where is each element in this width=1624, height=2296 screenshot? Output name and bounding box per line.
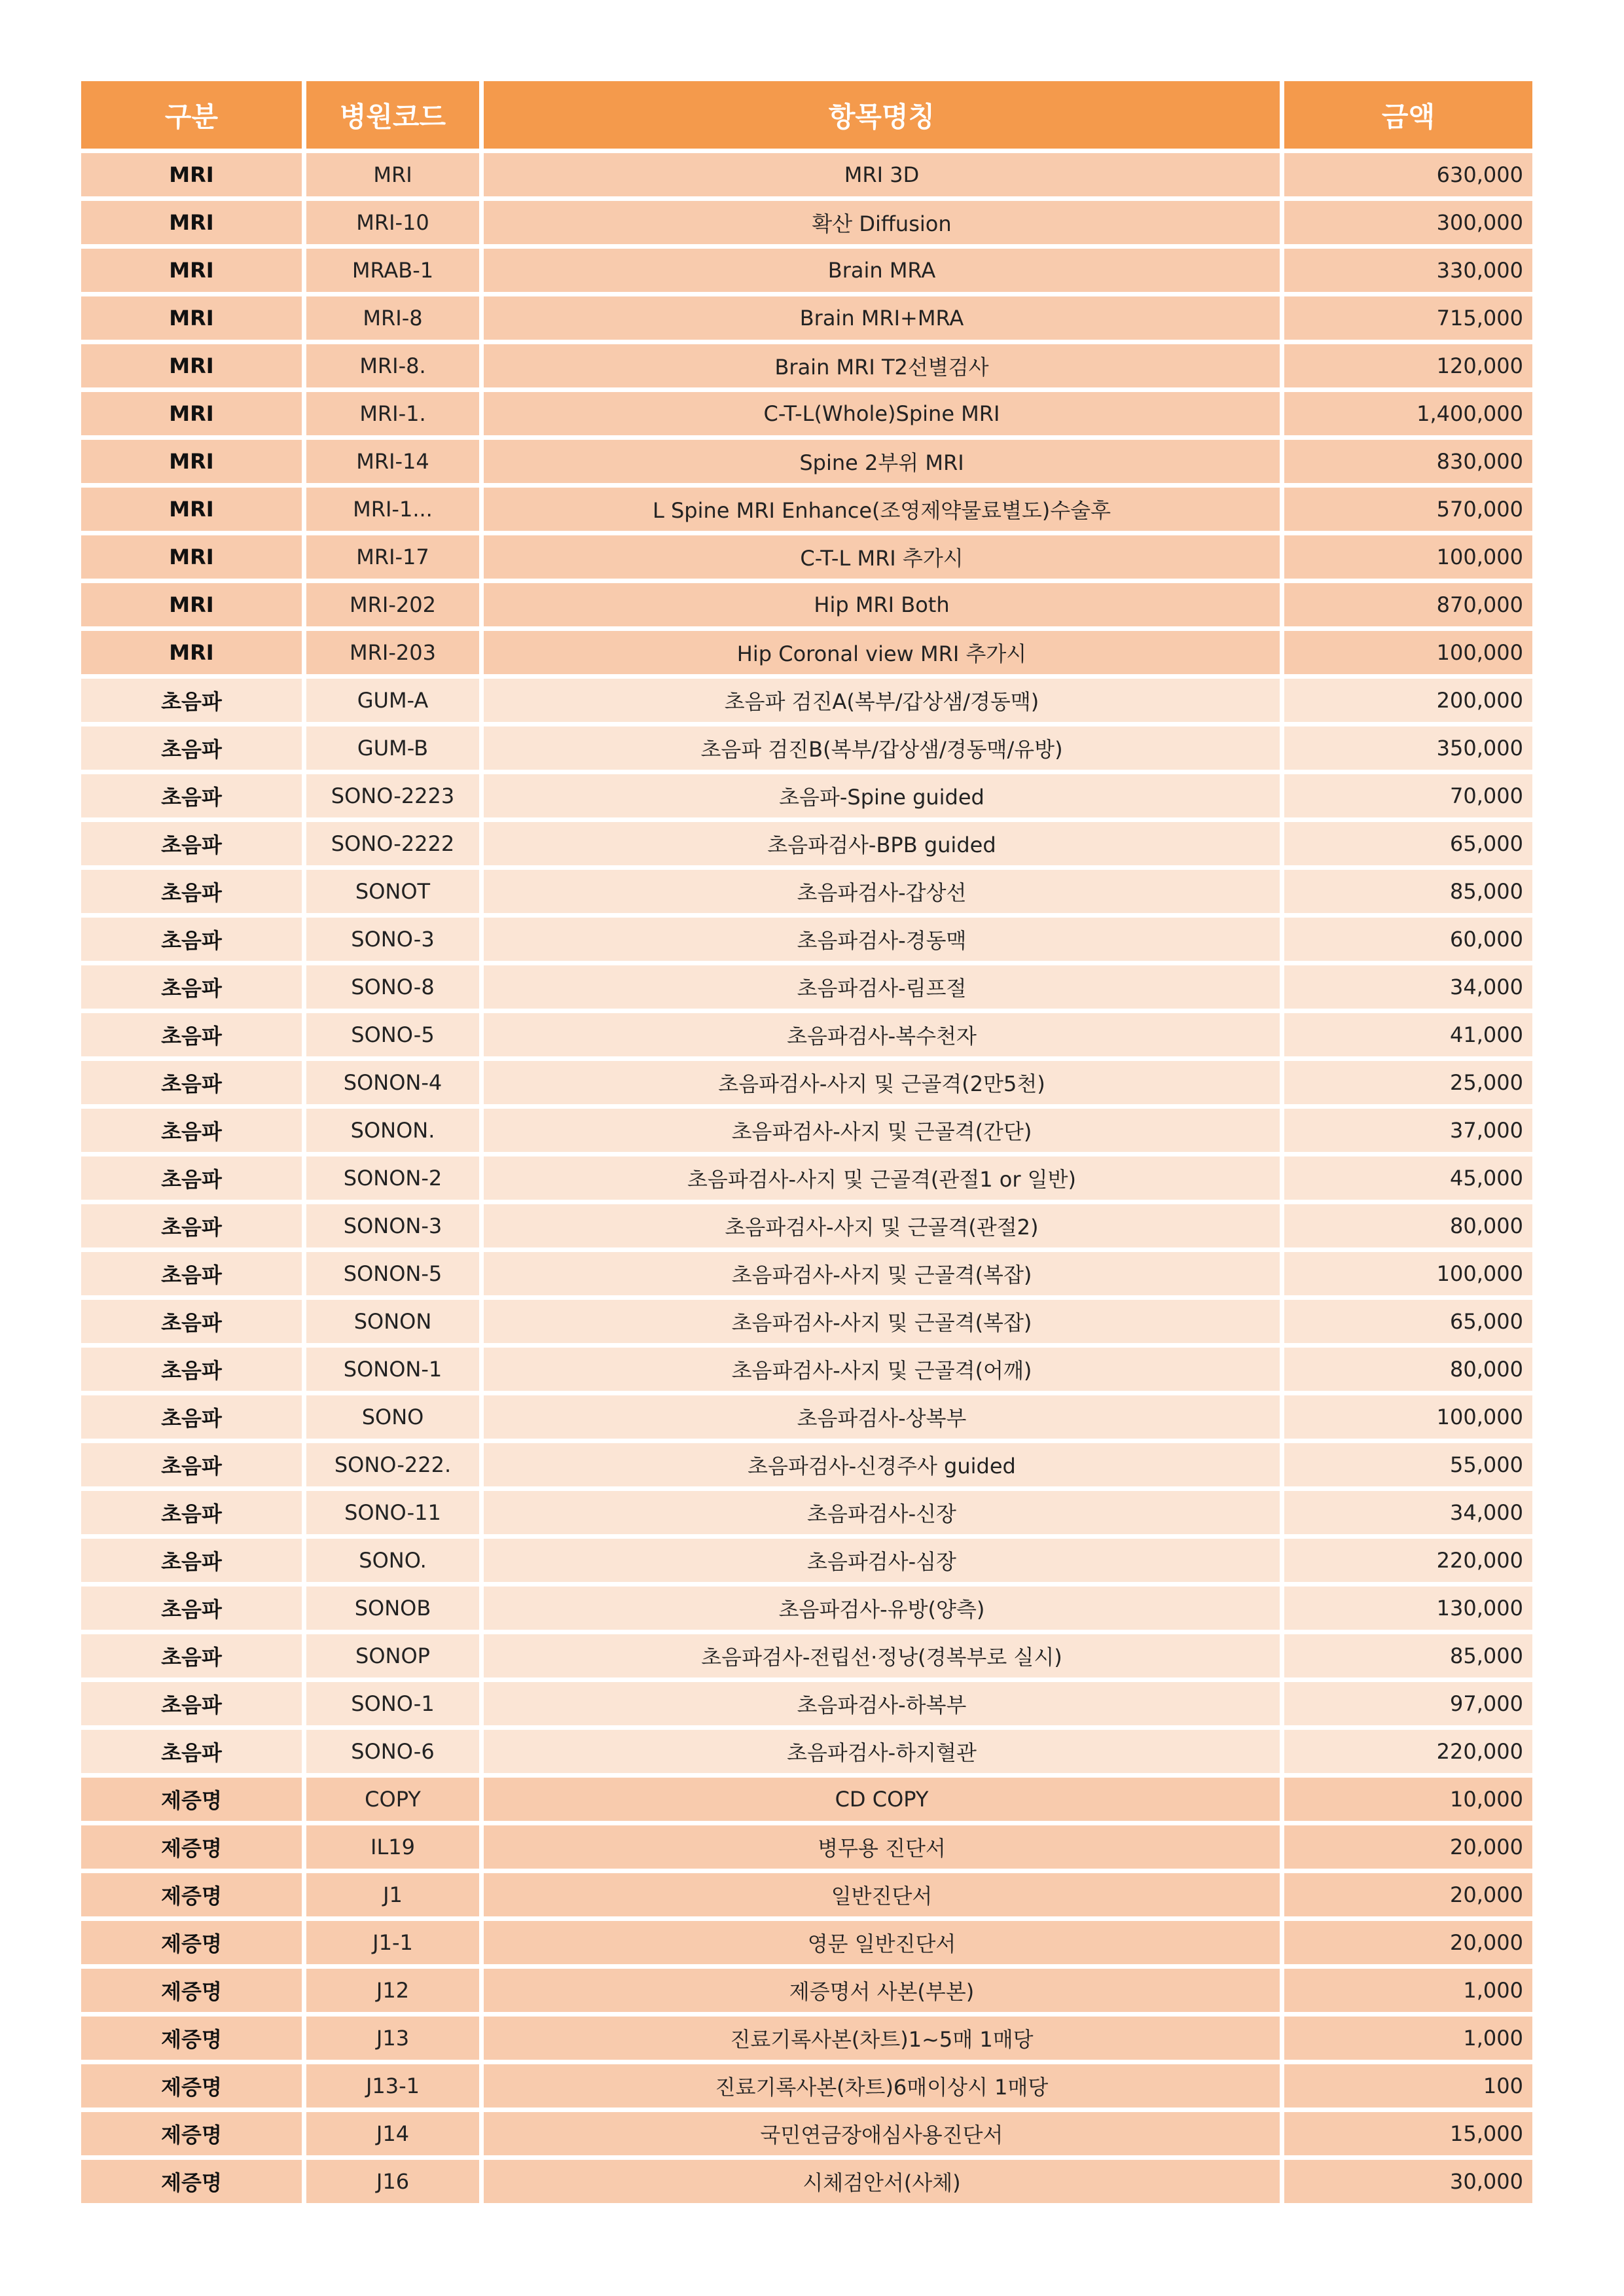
row-hospital-code: IL19 <box>306 1825 479 1869</box>
row-item-name: Brain MRI+MRA <box>484 296 1280 340</box>
row-category: 초음파 <box>81 1491 302 1534</box>
row-amount: 1,000 <box>1284 2017 1532 2060</box>
row-hospital-code: J1-1 <box>306 1921 479 1964</box>
row-hospital-code: MRAB-1 <box>306 249 479 292</box>
row-amount: 41,000 <box>1284 1013 1532 1056</box>
row-amount: 100,000 <box>1284 631 1532 674</box>
row-item-name: 초음파검사-사지 및 근골격(2만5천) <box>484 1061 1280 1104</box>
table-row <box>81 201 1532 244</box>
row-amount: 65,000 <box>1284 1300 1532 1343</box>
row-amount: 80,000 <box>1284 1204 1532 1247</box>
row-category: 초음파 <box>81 1682 302 1725</box>
row-amount: 120,000 <box>1284 344 1532 387</box>
row-category: 초음파 <box>81 1634 302 1677</box>
row-category: 초음파 <box>81 1013 302 1056</box>
row-amount: 85,000 <box>1284 1634 1532 1677</box>
row-hospital-code: J16 <box>306 2160 479 2203</box>
row-item-name: 초음파검사-신장 <box>484 1491 1280 1534</box>
row-hospital-code: J14 <box>306 2112 479 2155</box>
row-category: 초음파 <box>81 1061 302 1104</box>
row-category: 제증명 <box>81 2160 302 2203</box>
row-item-name: 초음파검사-하지혈관 <box>484 1730 1280 1773</box>
row-hospital-code: SONOT <box>306 870 479 913</box>
column-header-amount: 금액 <box>1284 81 1532 149</box>
row-item-name: 초음파검사-사지 및 근골격(복잡) <box>484 1300 1280 1343</box>
row-item-name: 일반진단서 <box>484 1873 1280 1916</box>
row-item-name: 초음파 검진B(복부/갑상샘/경동맥/유방) <box>484 726 1280 770</box>
table-row <box>81 965 1532 1009</box>
table-row <box>81 2017 1532 2060</box>
table-body <box>81 153 1532 2203</box>
table-row <box>81 679 1532 722</box>
row-hospital-code: SONON-1 <box>306 1348 479 1391</box>
table-row <box>81 631 1532 674</box>
table-row <box>81 1395 1532 1439</box>
row-hospital-code: COPY <box>306 1778 479 1821</box>
row-amount: 130,000 <box>1284 1587 1532 1630</box>
row-hospital-code: MRI <box>306 153 479 196</box>
row-amount: 55,000 <box>1284 1443 1532 1486</box>
table-row <box>81 774 1532 817</box>
row-hospital-code: SONO-11 <box>306 1491 479 1534</box>
table-row <box>81 1061 1532 1104</box>
row-category: MRI <box>81 344 302 387</box>
row-amount: 350,000 <box>1284 726 1532 770</box>
row-category: 초음파 <box>81 1443 302 1486</box>
table-row <box>81 1443 1532 1486</box>
row-item-name: 초음파검사-복수천자 <box>484 1013 1280 1056</box>
row-category: MRI <box>81 201 302 244</box>
row-hospital-code: SONO-2222 <box>306 822 479 865</box>
row-amount: 870,000 <box>1284 583 1532 626</box>
row-amount: 15,000 <box>1284 2112 1532 2155</box>
table-row <box>81 1157 1532 1200</box>
table-row <box>81 392 1532 435</box>
row-category: 제증명 <box>81 1825 302 1869</box>
table-row <box>81 488 1532 531</box>
row-category: 초음파 <box>81 1587 302 1630</box>
row-hospital-code: MRI-1... <box>306 488 479 531</box>
row-category: 초음파 <box>81 870 302 913</box>
table-row <box>81 1300 1532 1343</box>
row-category: 초음파 <box>81 1109 302 1152</box>
row-hospital-code: J1 <box>306 1873 479 1916</box>
table-row <box>81 1252 1532 1295</box>
row-item-name: C-T-L MRI 추가시 <box>484 535 1280 579</box>
row-hospital-code: SONON-5 <box>306 1252 479 1295</box>
row-hospital-code: SONO <box>306 1395 479 1439</box>
table-row <box>81 1013 1532 1056</box>
table-row <box>81 153 1532 196</box>
table-row <box>81 344 1532 387</box>
row-hospital-code: SONO-8 <box>306 965 479 1009</box>
row-category: 초음파 <box>81 726 302 770</box>
row-category: MRI <box>81 535 302 579</box>
row-item-name: 초음파검사-전립선·정낭(경복부로 실시) <box>484 1634 1280 1677</box>
row-item-name: 초음파검사-사지 및 근골격(어깨) <box>484 1348 1280 1391</box>
row-hospital-code: GUM-B <box>306 726 479 770</box>
row-amount: 70,000 <box>1284 774 1532 817</box>
row-amount: 570,000 <box>1284 488 1532 531</box>
row-category: 초음파 <box>81 1348 302 1391</box>
table-row <box>81 870 1532 913</box>
row-amount: 300,000 <box>1284 201 1532 244</box>
table-row <box>81 440 1532 483</box>
table-row <box>81 1873 1532 1916</box>
row-item-name: 초음파검사-사지 및 근골격(복잡) <box>484 1252 1280 1295</box>
row-category: MRI <box>81 583 302 626</box>
row-item-name: 제증명서 사본(부본) <box>484 1969 1280 2012</box>
row-item-name: 시체검안서(사체) <box>484 2160 1280 2203</box>
row-amount: 20,000 <box>1284 1921 1532 1964</box>
row-item-name: 초음파검사-심장 <box>484 1539 1280 1582</box>
row-item-name: 초음파검사-신경주사 guided <box>484 1443 1280 1486</box>
row-amount: 330,000 <box>1284 249 1532 292</box>
row-amount: 100,000 <box>1284 535 1532 579</box>
table-row <box>81 1682 1532 1725</box>
table-row <box>81 1204 1532 1247</box>
table-row <box>81 1634 1532 1677</box>
row-hospital-code: J12 <box>306 1969 479 2012</box>
row-amount: 100,000 <box>1284 1395 1532 1439</box>
column-header-code: 병원코드 <box>306 81 479 149</box>
row-hospital-code: SONO-2223 <box>306 774 479 817</box>
column-header-item-name: 항목명칭 <box>484 81 1280 149</box>
row-item-name: 국민연금장애심사용진단서 <box>484 2112 1280 2155</box>
row-category: 초음파 <box>81 1204 302 1247</box>
row-item-name: CD COPY <box>484 1778 1280 1821</box>
table-row <box>81 1730 1532 1773</box>
row-amount: 97,000 <box>1284 1682 1532 1725</box>
table-row <box>81 296 1532 340</box>
row-hospital-code: MRI-14 <box>306 440 479 483</box>
row-hospital-code: SONO-3 <box>306 918 479 961</box>
row-hospital-code: MRI-8 <box>306 296 479 340</box>
row-item-name: 병무용 진단서 <box>484 1825 1280 1869</box>
row-hospital-code: MRI-17 <box>306 535 479 579</box>
row-amount: 100,000 <box>1284 1252 1532 1295</box>
table-row <box>81 1491 1532 1534</box>
row-category: 초음파 <box>81 1300 302 1343</box>
row-item-name: 진료기록사본(차트)6매이상시 1매당 <box>484 2064 1280 2108</box>
row-amount: 715,000 <box>1284 296 1532 340</box>
row-hospital-code: SONON-4 <box>306 1061 479 1104</box>
row-item-name: MRI 3D <box>484 153 1280 196</box>
row-hospital-code: SONON. <box>306 1109 479 1152</box>
row-hospital-code: MRI-10 <box>306 201 479 244</box>
row-hospital-code: SONO-6 <box>306 1730 479 1773</box>
table-row <box>81 1109 1532 1152</box>
table-row <box>81 2064 1532 2108</box>
row-item-name: 초음파검사-경동맥 <box>484 918 1280 961</box>
table-row <box>81 2160 1532 2203</box>
row-category: 초음파 <box>81 965 302 1009</box>
row-item-name: 초음파검사-하복부 <box>484 1682 1280 1725</box>
row-category: 제증명 <box>81 1969 302 2012</box>
row-hospital-code: SONO-1 <box>306 1682 479 1725</box>
table-row <box>81 918 1532 961</box>
row-item-name: 초음파검사-사지 및 근골격(간단) <box>484 1109 1280 1152</box>
row-category: MRI <box>81 392 302 435</box>
row-item-name: Hip MRI Both <box>484 583 1280 626</box>
column-header-category: 구분 <box>81 81 302 149</box>
row-amount: 630,000 <box>1284 153 1532 196</box>
row-amount: 65,000 <box>1284 822 1532 865</box>
row-amount: 25,000 <box>1284 1061 1532 1104</box>
row-hospital-code: SONOP <box>306 1634 479 1677</box>
row-amount: 80,000 <box>1284 1348 1532 1391</box>
row-amount: 30,000 <box>1284 2160 1532 2203</box>
row-category: MRI <box>81 249 302 292</box>
table-row <box>81 1778 1532 1821</box>
row-hospital-code: SONON-3 <box>306 1204 479 1247</box>
table-row <box>81 2112 1532 2155</box>
row-hospital-code: SONON-2 <box>306 1157 479 1200</box>
row-amount: 830,000 <box>1284 440 1532 483</box>
row-category: 초음파 <box>81 1395 302 1439</box>
table-row <box>81 726 1532 770</box>
table-header-row <box>81 81 1532 149</box>
row-hospital-code: MRI-8. <box>306 344 479 387</box>
row-item-name: 초음파검사-BPB guided <box>484 822 1280 865</box>
row-category: 초음파 <box>81 1730 302 1773</box>
row-amount: 10,000 <box>1284 1778 1532 1821</box>
row-item-name: 초음파검사-갑상선 <box>484 870 1280 913</box>
row-amount: 85,000 <box>1284 870 1532 913</box>
row-hospital-code: J13-1 <box>306 2064 479 2108</box>
row-item-name: 초음파-Spine guided <box>484 774 1280 817</box>
row-item-name: 확산 Diffusion <box>484 201 1280 244</box>
row-item-name: Brain MRI T2선별검사 <box>484 344 1280 387</box>
table-row <box>81 583 1532 626</box>
row-amount: 37,000 <box>1284 1109 1532 1152</box>
table-row <box>81 1921 1532 1964</box>
row-item-name: L Spine MRI Enhance(조영제약물료별도)수술후 <box>484 488 1280 531</box>
row-category: 제증명 <box>81 2064 302 2108</box>
row-item-name: 초음파검사-림프절 <box>484 965 1280 1009</box>
row-amount: 20,000 <box>1284 1825 1532 1869</box>
row-amount: 1,000 <box>1284 1969 1532 2012</box>
row-category: 초음파 <box>81 774 302 817</box>
row-hospital-code: SONO-5 <box>306 1013 479 1056</box>
row-hospital-code: MRI-202 <box>306 583 479 626</box>
row-hospital-code: SONOB <box>306 1587 479 1630</box>
row-category: 초음파 <box>81 679 302 722</box>
row-category: 초음파 <box>81 1157 302 1200</box>
row-item-name: 영문 일반진단서 <box>484 1921 1280 1964</box>
row-amount: 220,000 <box>1284 1730 1532 1773</box>
table-row <box>81 1825 1532 1869</box>
row-item-name: 초음파검사-사지 및 근골격(관절2) <box>484 1204 1280 1247</box>
row-item-name: 초음파검사-상복부 <box>484 1395 1280 1439</box>
row-category: 제증명 <box>81 1921 302 1964</box>
row-hospital-code: GUM-A <box>306 679 479 722</box>
row-item-name: 진료기록사본(차트)1~5매 1매당 <box>484 2017 1280 2060</box>
row-category: 제증명 <box>81 1778 302 1821</box>
row-category: 제증명 <box>81 2112 302 2155</box>
row-item-name: 초음파검사-사지 및 근골격(관절1 or 일반) <box>484 1157 1280 1200</box>
price-table <box>77 77 1537 2208</box>
row-amount: 200,000 <box>1284 679 1532 722</box>
row-category: MRI <box>81 488 302 531</box>
row-amount: 45,000 <box>1284 1157 1532 1200</box>
row-item-name: 초음파검사-유방(양측) <box>484 1587 1280 1630</box>
table-row <box>81 1348 1532 1391</box>
row-category: 초음파 <box>81 918 302 961</box>
row-item-name: C-T-L(Whole)Spine MRI <box>484 392 1280 435</box>
row-amount: 220,000 <box>1284 1539 1532 1582</box>
row-category: 제증명 <box>81 1873 302 1916</box>
row-category: MRI <box>81 631 302 674</box>
row-amount: 100 <box>1284 2064 1532 2108</box>
table-row <box>81 1969 1532 2012</box>
row-category: MRI <box>81 296 302 340</box>
row-category: 초음파 <box>81 1252 302 1295</box>
table-row <box>81 822 1532 865</box>
table-row <box>81 1539 1532 1582</box>
table-row <box>81 249 1532 292</box>
row-item-name: Brain MRA <box>484 249 1280 292</box>
row-hospital-code: SONO-222. <box>306 1443 479 1486</box>
row-category: 초음파 <box>81 1539 302 1582</box>
row-hospital-code: SONON <box>306 1300 479 1343</box>
row-category: MRI <box>81 440 302 483</box>
row-category: MRI <box>81 153 302 196</box>
row-hospital-code: MRI-203 <box>306 631 479 674</box>
row-category: 제증명 <box>81 2017 302 2060</box>
row-amount: 1,400,000 <box>1284 392 1532 435</box>
row-hospital-code: SONO. <box>306 1539 479 1582</box>
table-row <box>81 535 1532 579</box>
row-item-name: Hip Coronal view MRI 추가시 <box>484 631 1280 674</box>
row-amount: 60,000 <box>1284 918 1532 961</box>
row-amount: 34,000 <box>1284 965 1532 1009</box>
row-item-name: 초음파 검진A(복부/갑상샘/경동맥) <box>484 679 1280 722</box>
row-category: 초음파 <box>81 822 302 865</box>
row-item-name: Spine 2부위 MRI <box>484 440 1280 483</box>
row-hospital-code: MRI-1. <box>306 392 479 435</box>
row-amount: 34,000 <box>1284 1491 1532 1534</box>
row-hospital-code: J13 <box>306 2017 479 2060</box>
row-amount: 20,000 <box>1284 1873 1532 1916</box>
table-row <box>81 1587 1532 1630</box>
